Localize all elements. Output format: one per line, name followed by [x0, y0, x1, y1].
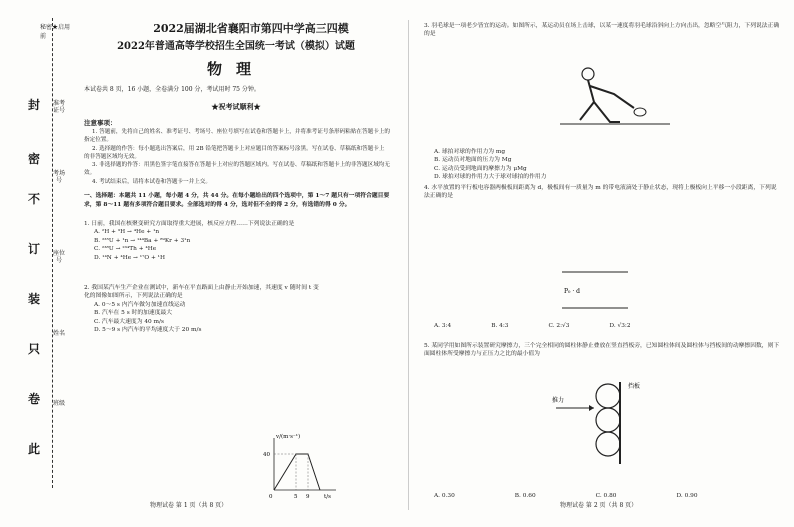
field-label: 姓名: [52, 330, 65, 337]
arrow-head: [589, 405, 594, 411]
question-5: [424, 342, 780, 359]
question-4-options: [424, 322, 780, 330]
good-luck-banner: ★祝考试顺利★: [211, 102, 261, 111]
notice-item: 4. 考试结束后，请将本试卷和答题卡一并上交。: [92, 178, 211, 185]
question-4: [424, 184, 780, 201]
racket: [634, 108, 646, 116]
footer-page-1: 物理试卷 第 1 页（共 8 页）: [150, 502, 228, 509]
x-axis-unit: t/s: [324, 494, 331, 500]
player-body: [580, 80, 634, 122]
option: B. ²³⁵U + ¹n → ¹⁴⁴Ba + ⁸⁹Kr + 3¹n: [94, 237, 191, 244]
y-tick-label: 40: [263, 452, 270, 458]
option: C. 汽车最大速度为 40 m/s: [94, 318, 164, 325]
field-label: 考场号: [52, 170, 65, 184]
option: A. 3:4: [434, 323, 452, 329]
field-label: 准考证号: [52, 100, 65, 114]
option: A. 0～5 s 内汽车做匀加速直线运动: [94, 301, 186, 308]
option: B. 汽车在 5 s 时的加速度最大: [94, 310, 173, 317]
question-3: [424, 22, 780, 39]
velocity-time-graph: [260, 432, 340, 502]
option: C. ²³⁸U → ²³⁴Th + ⁴He: [94, 246, 157, 253]
seal-char: 订: [28, 242, 41, 256]
field-label: 班级: [52, 400, 65, 407]
seal-char: 封: [28, 98, 41, 112]
subject-title: 物理: [206, 60, 265, 78]
option: D. 5～9 s 内汽车的平均速度大于 20 m/s: [94, 327, 202, 334]
column-divider: [408, 20, 409, 510]
question-stem: 5. 某同学用如图所示装置研究摩擦力，三个完全相同的圆柱体静止叠放在竖直挡板旁，已知圆柱体间及圆柱体与挡板间的动摩擦因数，则下面圆柱体所受摩擦力与正压力之比的最小值为: [424, 343, 780, 358]
exam-title-main: 2022年普通高等学校招生全国统一考试（模拟）试题: [117, 41, 355, 52]
seal-char: 此: [28, 442, 41, 456]
corner-label: 秘密★启用前: [40, 24, 71, 40]
option: D. ¹⁴N + ⁴He → ¹⁷O + ¹H: [94, 254, 166, 261]
force-label: 推力: [552, 397, 565, 404]
cylinder-top: [596, 384, 620, 408]
binding-margin: [0, 0, 70, 527]
seal-char: 密: [28, 152, 41, 166]
seal-char: 不: [28, 192, 41, 206]
figure-label: P₀ · d: [564, 288, 581, 295]
capacitor-figure: [560, 268, 630, 312]
notice-item: 3. 非选择题的作答：用黑色签字笔直接答在答题卡上对应的答题区域内。写在试卷、草稿纸和答题卡上的非答题区域均无效。: [84, 162, 390, 177]
seal-char: 卷: [28, 392, 41, 406]
seal-char: 只: [28, 342, 41, 356]
footer-page-2: 物理试卷 第 2 页（共 8 页）: [560, 502, 638, 509]
question-2: [84, 284, 324, 334]
notice-title: 注意事项：: [84, 119, 117, 127]
option: B. 4:3: [491, 323, 509, 329]
option: D. 球拍对球的作用力大于球对球拍的作用力: [434, 174, 547, 181]
notice-item: 1. 答题前，先将自己的姓名、准考证号、考场号、座位号填写在试卷和答题卡上，并将准考证号条形码粘贴在答题卡上的指定位置。: [84, 129, 390, 144]
x-tick-label: 0: [269, 494, 273, 500]
option: A. 0.30: [434, 493, 455, 499]
question-stem: 1. 日前，我国在核聚变研究方面取得重大进展，核反应方程……下列说法正确的是: [84, 221, 295, 227]
badminton-player-figure: [560, 64, 670, 140]
player-head: [582, 68, 594, 80]
option: D. 0.90: [676, 493, 698, 499]
seal-char: 装: [28, 292, 41, 306]
option: B. 运动员对地面的压力为 Mg: [434, 157, 512, 164]
section-instructions: 一、选择题：本题共 11 小题，每小题 4 分，共 44 分。在每小题给出的四个选项中，第 1～7 题只有一项符合题目要求，第 8～11 题有多项符合题目要求。全部选对的得 4 分，选对但不全的得 2 分，有选错的得 0 分。: [84, 193, 390, 208]
question-3-options: [424, 148, 780, 182]
cylinders-figure: [548, 378, 668, 468]
option: A. 球拍对球的作用力为 mg: [434, 149, 506, 155]
velocity-curve: [274, 454, 320, 490]
x-tick-label: 9: [306, 494, 310, 500]
cylinder-middle: [596, 408, 620, 432]
option: C. 2:√3: [548, 323, 570, 329]
x-tick-label: 5: [294, 494, 298, 500]
y-axis-label: v/(m·s⁻¹): [276, 434, 301, 440]
option: C. 0.80: [595, 493, 617, 499]
question-stem: 4. 水平放置的平行板电容器两极板间距离为 d，极板间有一质量为 m 的带电液滴处于静止状态，现将上极板向上平移一小段距离，下列说法正确的是: [424, 185, 777, 200]
question-stem: 2. 我国某汽车生产企业在测试中，新车在平直路面上由静止开始加速，其速度 v 随时间 t 变化的图像如图所示，下列说法正确的是: [84, 285, 319, 300]
exam-info: 本试卷共 8 页，16 小题，全卷满分 100 分，考试用时 75 分钟。: [84, 86, 260, 93]
question-1: [84, 220, 390, 262]
exam-title-school: 2022届湖北省襄阳市第四中学高三四模: [153, 22, 349, 35]
option: A. ²H + ³H → ⁴He + ¹n: [94, 229, 160, 236]
option: C. 运动员受到地面的摩擦力为 μMg: [434, 165, 527, 172]
cylinder-bottom: [596, 432, 620, 456]
field-label: 座位号: [52, 250, 65, 264]
wall-label: 挡板: [628, 383, 641, 390]
option: D. √3:2: [609, 323, 631, 329]
notice-list: [84, 128, 390, 186]
question-stem: 3. 羽毛球是一项老少皆宜的运动。如图所示，某运动员在场上击球，以某一速度将羽毛球沿斜向上方向击出，忽略空气阻力，下列说法正确的是: [424, 23, 780, 38]
option: B. 0.60: [514, 493, 536, 499]
notice-item: 2. 选择题的作答：每小题选出答案后，用 2B 铅笔把答题卡上对应题目的答案标号涂黑。写在试卷、草稿纸和答题卡上的非答题区域均无效。: [84, 145, 385, 160]
